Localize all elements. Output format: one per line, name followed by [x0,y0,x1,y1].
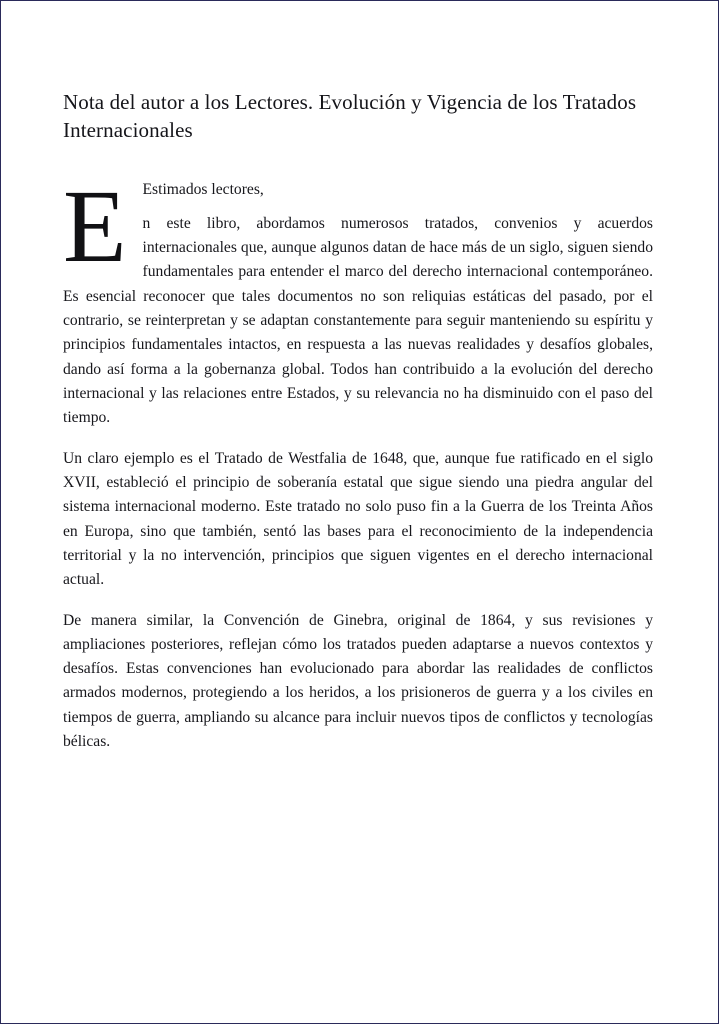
salutation: Estimados lectores, [142,181,264,199]
body-paragraph: De manera similar, la Convención de Ginebra, original de 1864, y sus revisiones y ampliaciones posteriores, reflejan cómo los tratados pueden adaptarse a nuevos contextos y desafíos. Estas convenciones han evolucionado para abordar las realidades de conflictos armados modernos, protegiendo a los heridos, a los prisioneros de guerra y a los civiles en tiempos de guerra, ampliando su alcance para incluir nuevos tipos de conflictos y tecnologías bélicas. [63,611,653,751]
drop-cap: E [63,169,127,285]
body-paragraph: Un claro ejemplo es el Tratado de Westfalia de 1648, que, aunque fue ratificado en el siglo XVII, estableció el principio de soberanía estatal que sigue siendo una piedra angular del sistema internacional moderno. Este tratado no solo puso fin a la Guerra de los Treinta Años en Europa, sino que también, sentó las bases para el reconocimiento de la independencia territorial y la no intervención, principios que siguen vigentes en el derecho internacional actual. [63,449,653,589]
opening-section [63,169,653,446]
page-content [63,89,653,770]
page-title: Nota del autor a los Lectores. Evolución y Vigencia de los Tratados Internacionales [63,90,637,142]
body-paragraph: n este libro, abordamos numerosos tratados, convenios y acuerdos internacionales que, aunque algunos datan de hace más de un siglo, siguen siendo fundamentales para entender el marco del derecho internacional contemporáneo. Es esencial reconocer que tales documentos no son reliquias estáticas del pasado, por el contrario, se reinterpretan y se adaptan constantemente para seguir manteniendo su espíritu y principios fundamentales intactos, en respuesta a las nuevas realidades y desafíos globales, dando así forma a la gobernanza global. Todos han contribuido a la evolución del derecho internacional y las relaciones entre Estados, y su relevancia no ha disminuido con el paso del tiempo. [63,214,653,427]
